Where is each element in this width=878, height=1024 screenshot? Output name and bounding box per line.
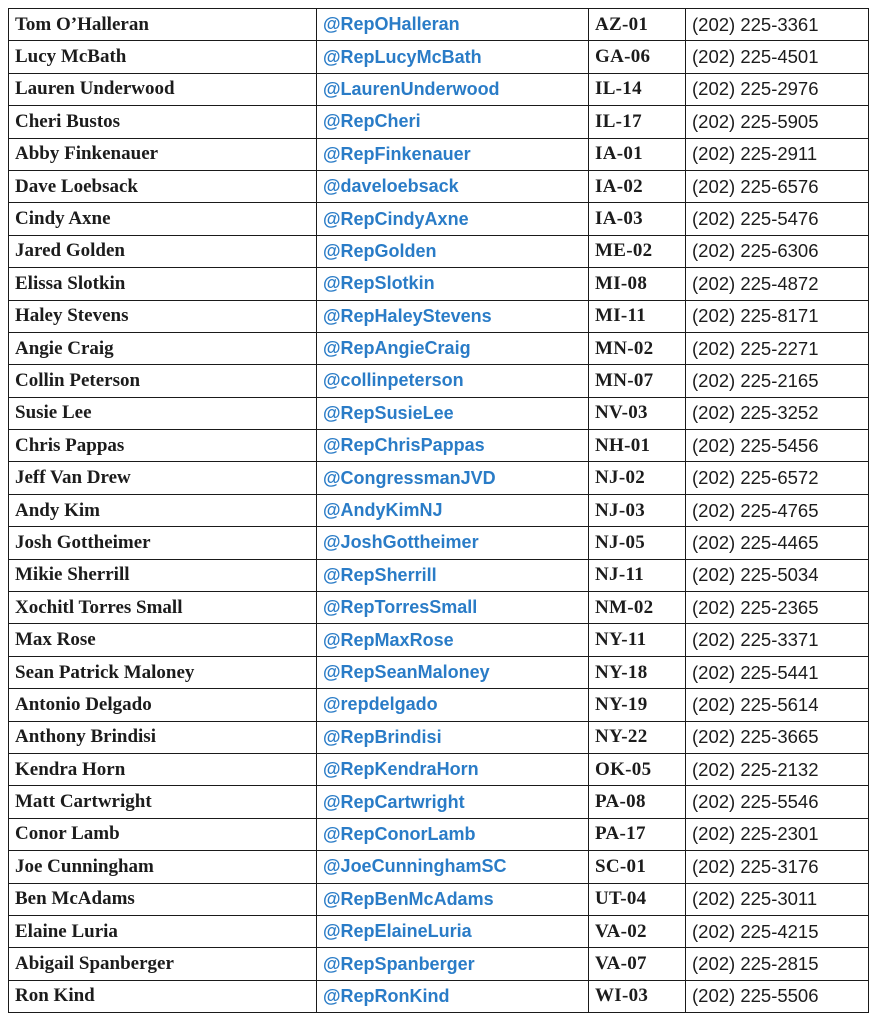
table-row [9, 268, 869, 300]
phone-number: (202) 225-5456 [686, 430, 869, 462]
district-code: IA-01 [589, 138, 686, 170]
table-row [9, 494, 869, 526]
representative-name: Andy Kim [9, 494, 317, 526]
twitter-handle-link[interactable]: @JoshGottheimer [317, 527, 589, 559]
table-row [9, 915, 869, 947]
district-code: NH-01 [589, 430, 686, 462]
district-code: NY-22 [589, 721, 686, 753]
phone-number: (202) 225-4215 [686, 915, 869, 947]
table-row [9, 365, 869, 397]
twitter-handle-link[interactable]: @RepRonKind [317, 980, 589, 1012]
representative-name: Joe Cunningham [9, 851, 317, 883]
twitter-handle-link[interactable]: @RepCindyAxne [317, 203, 589, 235]
district-code: NJ-05 [589, 527, 686, 559]
district-code: VA-02 [589, 915, 686, 947]
representatives-table [8, 8, 869, 1013]
district-code: VA-07 [589, 948, 686, 980]
phone-number: (202) 225-2365 [686, 592, 869, 624]
phone-number: (202) 225-5905 [686, 106, 869, 138]
twitter-handle-link[interactable]: @RepFinkenauer [317, 138, 589, 170]
phone-number: (202) 225-4501 [686, 41, 869, 73]
representative-name: Ron Kind [9, 980, 317, 1012]
table-row [9, 300, 869, 332]
representative-name: Ben McAdams [9, 883, 317, 915]
representative-name: Chris Pappas [9, 430, 317, 462]
representative-name: Angie Craig [9, 332, 317, 364]
representative-name: Josh Gottheimer [9, 527, 317, 559]
district-code: MI-11 [589, 300, 686, 332]
representative-name: Antonio Delgado [9, 689, 317, 721]
table-row [9, 138, 869, 170]
phone-number: (202) 225-4465 [686, 527, 869, 559]
phone-number: (202) 225-6572 [686, 462, 869, 494]
table-row [9, 73, 869, 105]
table-row [9, 430, 869, 462]
district-code: IL-14 [589, 73, 686, 105]
table-row [9, 721, 869, 753]
table-row [9, 41, 869, 73]
district-code: SC-01 [589, 851, 686, 883]
twitter-handle-link[interactable]: @RepCheri [317, 106, 589, 138]
district-code: IL-17 [589, 106, 686, 138]
representative-name: Anthony Brindisi [9, 721, 317, 753]
phone-number: (202) 225-5506 [686, 980, 869, 1012]
table-row [9, 559, 869, 591]
representative-name: Susie Lee [9, 397, 317, 429]
twitter-handle-link[interactable]: @RepAngieCraig [317, 332, 589, 364]
phone-number: (202) 225-3361 [686, 9, 869, 41]
representative-name: Matt Cartwright [9, 786, 317, 818]
twitter-handle-link[interactable]: @RepSlotkin [317, 268, 589, 300]
table-body [9, 9, 869, 1013]
table-row [9, 106, 869, 138]
twitter-handle-link[interactable]: @RepElaineLuria [317, 915, 589, 947]
representative-name: Abby Finkenauer [9, 138, 317, 170]
representative-name: Lauren Underwood [9, 73, 317, 105]
table-row [9, 818, 869, 850]
twitter-handle-link[interactable]: @RepHaleyStevens [317, 300, 589, 332]
twitter-handle-link[interactable]: @RepKendraHorn [317, 753, 589, 785]
phone-number: (202) 225-2271 [686, 332, 869, 364]
district-code: NM-02 [589, 592, 686, 624]
table-row [9, 883, 869, 915]
district-code: IA-02 [589, 170, 686, 202]
twitter-handle-link[interactable]: @collinpeterson [317, 365, 589, 397]
representative-name: Mikie Sherrill [9, 559, 317, 591]
representative-name: Xochitl Torres Small [9, 592, 317, 624]
twitter-handle-link[interactable]: @LaurenUnderwood [317, 73, 589, 105]
representative-name: Haley Stevens [9, 300, 317, 332]
phone-number: (202) 225-5034 [686, 559, 869, 591]
phone-number: (202) 225-5441 [686, 656, 869, 688]
district-code: MI-08 [589, 268, 686, 300]
phone-number: (202) 225-2976 [686, 73, 869, 105]
phone-number: (202) 225-6576 [686, 170, 869, 202]
table-row [9, 980, 869, 1012]
phone-number: (202) 225-3176 [686, 851, 869, 883]
table-row [9, 397, 869, 429]
district-code: AZ-01 [589, 9, 686, 41]
representative-name: Cheri Bustos [9, 106, 317, 138]
twitter-handle-link[interactable]: @RepSherrill [317, 559, 589, 591]
twitter-handle-link[interactable]: @RepCartwright [317, 786, 589, 818]
table-row [9, 462, 869, 494]
table-row [9, 9, 869, 41]
district-code: UT-04 [589, 883, 686, 915]
twitter-handle-link[interactable]: @daveloebsack [317, 170, 589, 202]
representative-name: Elissa Slotkin [9, 268, 317, 300]
district-code: NY-19 [589, 689, 686, 721]
district-code: GA-06 [589, 41, 686, 73]
table-row [9, 203, 869, 235]
phone-number: (202) 225-3011 [686, 883, 869, 915]
phone-number: (202) 225-5476 [686, 203, 869, 235]
table-row [9, 656, 869, 688]
table-row [9, 527, 869, 559]
district-code: NY-18 [589, 656, 686, 688]
representative-name: Lucy McBath [9, 41, 317, 73]
representative-name: Cindy Axne [9, 203, 317, 235]
district-code: MN-02 [589, 332, 686, 364]
phone-number: (202) 225-2815 [686, 948, 869, 980]
representative-name: Conor Lamb [9, 818, 317, 850]
phone-number: (202) 225-3252 [686, 397, 869, 429]
representative-name: Max Rose [9, 624, 317, 656]
twitter-handle-link[interactable]: @RepOHalleran [317, 9, 589, 41]
table-row [9, 689, 869, 721]
twitter-handle-link[interactable]: @RepBenMcAdams [317, 883, 589, 915]
representative-name: Elaine Luria [9, 915, 317, 947]
twitter-handle-link[interactable]: @RepChrisPappas [317, 430, 589, 462]
phone-number: (202) 225-6306 [686, 235, 869, 267]
twitter-handle-link[interactable]: @RepTorresSmall [317, 592, 589, 624]
phone-number: (202) 225-2911 [686, 138, 869, 170]
phone-number: (202) 225-3371 [686, 624, 869, 656]
phone-number: (202) 225-2165 [686, 365, 869, 397]
twitter-handle-link[interactable]: @RepSusieLee [317, 397, 589, 429]
table-row [9, 592, 869, 624]
table-row [9, 786, 869, 818]
district-code: NY-11 [589, 624, 686, 656]
district-code: NV-03 [589, 397, 686, 429]
twitter-handle-link[interactable]: @RepBrindisi [317, 721, 589, 753]
twitter-handle-link[interactable]: @JoeCunninghamSC [317, 851, 589, 883]
twitter-handle-link[interactable]: @RepMaxRose [317, 624, 589, 656]
representative-name: Dave Loebsack [9, 170, 317, 202]
table-row [9, 948, 869, 980]
phone-number: (202) 225-5614 [686, 689, 869, 721]
table-row [9, 753, 869, 785]
twitter-handle-link[interactable]: @AndyKimNJ [317, 494, 589, 526]
phone-number: (202) 225-3665 [686, 721, 869, 753]
phone-number: (202) 225-4765 [686, 494, 869, 526]
representative-name: Tom O’Halleran [9, 9, 317, 41]
representative-name: Jared Golden [9, 235, 317, 267]
phone-number: (202) 225-4872 [686, 268, 869, 300]
district-code: ME-02 [589, 235, 686, 267]
representative-name: Kendra Horn [9, 753, 317, 785]
district-code: PA-08 [589, 786, 686, 818]
district-code: IA-03 [589, 203, 686, 235]
twitter-handle-link[interactable]: @RepConorLamb [317, 818, 589, 850]
representative-name: Sean Patrick Maloney [9, 656, 317, 688]
representative-name: Jeff Van Drew [9, 462, 317, 494]
twitter-handle-link[interactable]: @repdelgado [317, 689, 589, 721]
representative-name: Collin Peterson [9, 365, 317, 397]
phone-number: (202) 225-8171 [686, 300, 869, 332]
representative-name: Abigail Spanberger [9, 948, 317, 980]
table-row [9, 332, 869, 364]
twitter-handle-link[interactable]: @CongressmanJVD [317, 462, 589, 494]
table-row [9, 235, 869, 267]
table-row [9, 851, 869, 883]
district-code: PA-17 [589, 818, 686, 850]
district-code: MN-07 [589, 365, 686, 397]
district-code: NJ-02 [589, 462, 686, 494]
table-row [9, 624, 869, 656]
twitter-handle-link[interactable]: @RepSeanMaloney [317, 656, 589, 688]
twitter-handle-link[interactable]: @RepGolden [317, 235, 589, 267]
district-code: NJ-03 [589, 494, 686, 526]
twitter-handle-link[interactable]: @RepLucyMcBath [317, 41, 589, 73]
district-code: NJ-11 [589, 559, 686, 591]
table-row [9, 170, 869, 202]
phone-number: (202) 225-2132 [686, 753, 869, 785]
district-code: OK-05 [589, 753, 686, 785]
phone-number: (202) 225-5546 [686, 786, 869, 818]
phone-number: (202) 225-2301 [686, 818, 869, 850]
district-code: WI-03 [589, 980, 686, 1012]
twitter-handle-link[interactable]: @RepSpanberger [317, 948, 589, 980]
